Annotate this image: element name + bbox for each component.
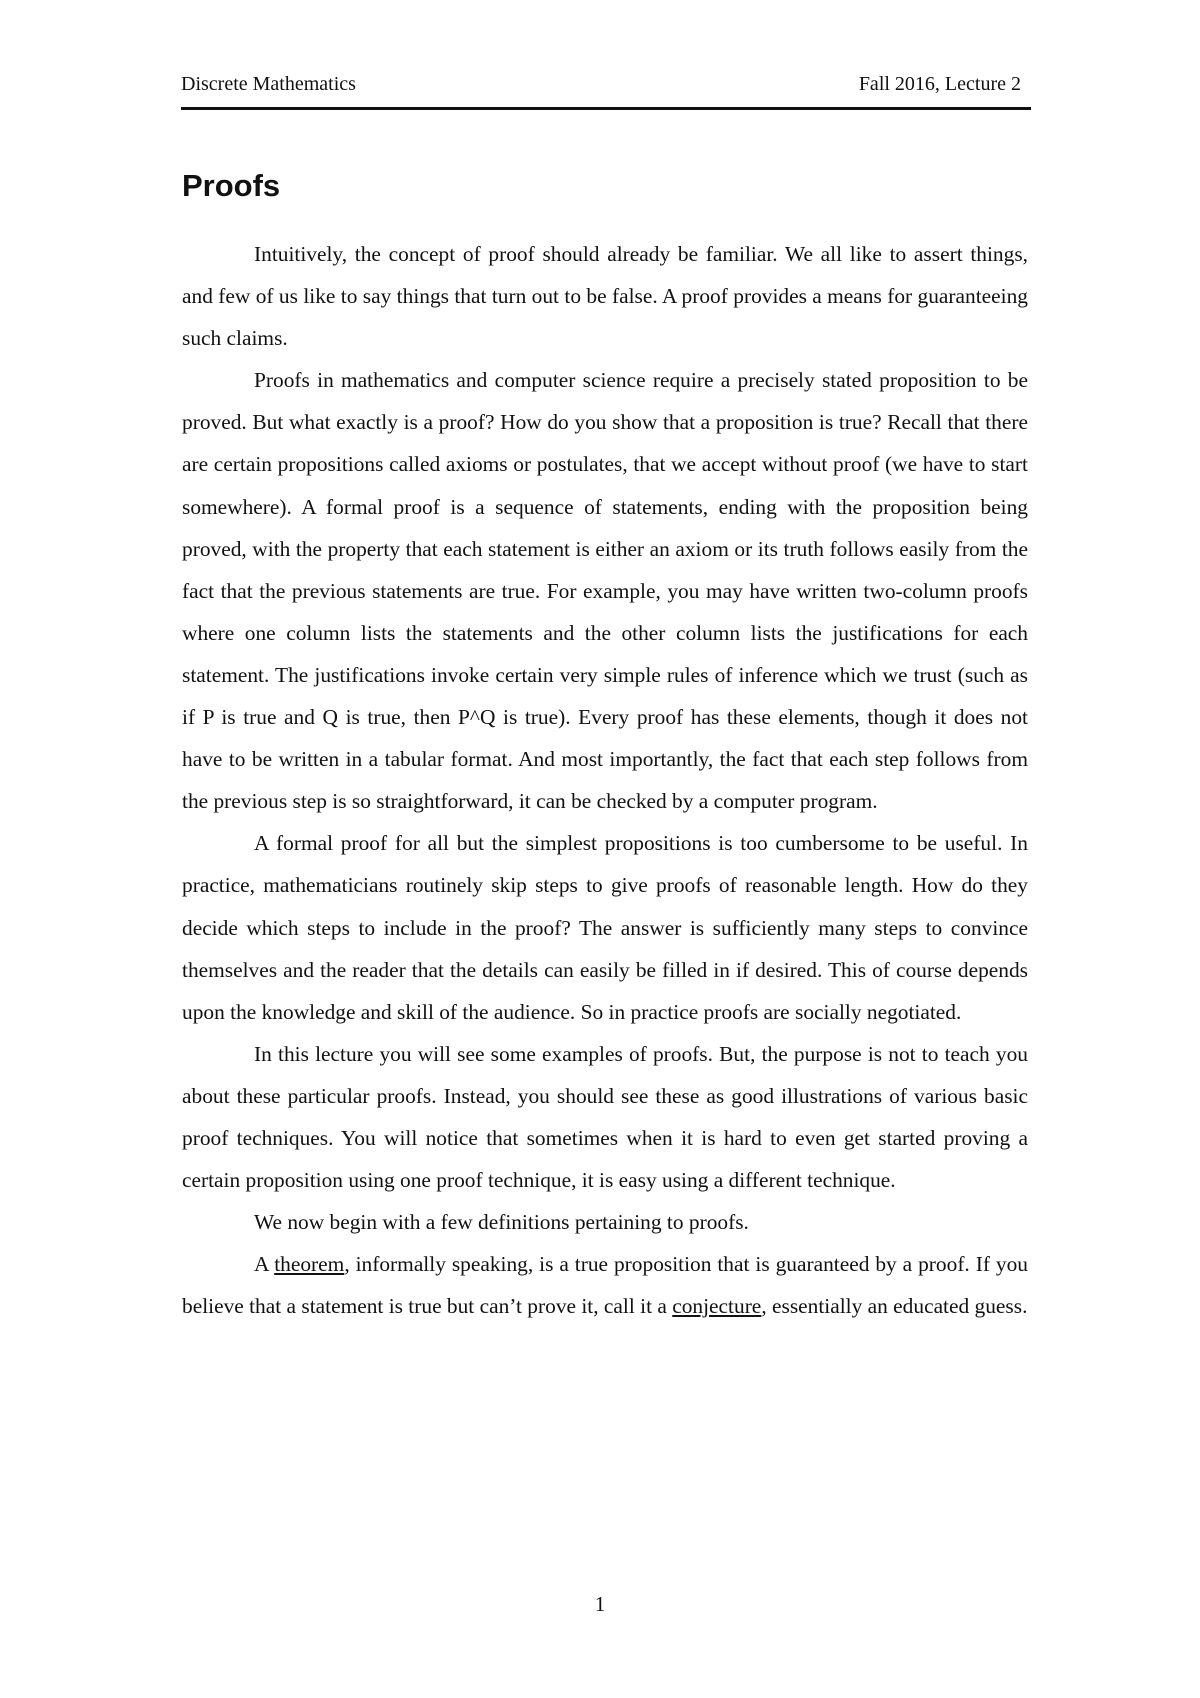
course-title: Discrete Mathematics xyxy=(181,73,356,95)
paragraph-practice: A formal proof for all but the simplest propositions is too cumbersome to be useful. In practice, mathematicians routinely skip steps to give proofs of reasonable length. How do they decide which steps to include in the proof? The answer is sufficiently many steps to convince themselves and the reader that the details can easily be filled in if desired. This of course depends upon the knowledge and skill of the audience. So in practice proofs are socially negotiated. xyxy=(182,831,1028,1024)
page-header xyxy=(181,70,1029,98)
term-lecture: Fall 2016, Lecture 2 xyxy=(858,73,1021,95)
theorem-term: theorem xyxy=(274,1252,345,1277)
theorem-lead-text: A xyxy=(254,1252,275,1277)
paragraph-lecture-purpose: In this lecture you will see some examples of proofs. But, the purpose is not to teach you about these particular proofs. Instead, you should see these as good illustrations of various basic proof techniques. You will notice that sometimes when it is hard to even get started proving a certain proposition using one proof technique, it is easy using a different technique. xyxy=(182,1041,1028,1193)
document-body xyxy=(182,233,1028,1327)
theorem-trailing-text: , essentially an educated guess. xyxy=(761,1294,1028,1319)
section-title: Proofs xyxy=(182,168,281,203)
paragraph-definitions-intro: We now begin with a few definitions pertaining to proofs. xyxy=(254,1210,749,1235)
page-number: 1 xyxy=(594,1592,606,1616)
theorem-middle-text: , informally speaking, is a true proposition that is guaranteed by a proof. If you believe that a statement is true but can’t prove it, call it a xyxy=(182,1252,1028,1319)
paragraph-theorem-definition xyxy=(182,1243,1028,1327)
header-rule xyxy=(181,107,1031,110)
paragraph-intro: Intuitively, the concept of proof should already be familiar. We all like to assert things, and few of us like to say things that turn out to be false. A proof provides a means for guaranteeing such claims. xyxy=(182,242,1028,351)
paragraph-formal-proof: Proofs in mathematics and computer science require a precisely stated proposition to be proved. But what exactly is a proof? How do you show that a proposition is true? Recall that there are certain propositions called axioms or postulates, that we accept without proof (we have to start somewhere). A formal proof is a sequence of statements, ending with the proposition being proved, with the property that each statement is either an axiom or its truth follows easily from the fact that the previous statements are true. For example, you may have written two-column proofs where one column lists the statements and the other column lists the justifications for each statement. The justifications invoke certain very simple rules of inference which we trust (such as if P is true and Q is true, then P^Q is true). Every proof has these elements, though it does not have to be written in a tabular format. And most importantly, the fact that each step follows from the previous step is so straightforward, it can be checked by a computer program. xyxy=(182,368,1028,814)
conjecture-term: conjecture xyxy=(672,1294,762,1319)
